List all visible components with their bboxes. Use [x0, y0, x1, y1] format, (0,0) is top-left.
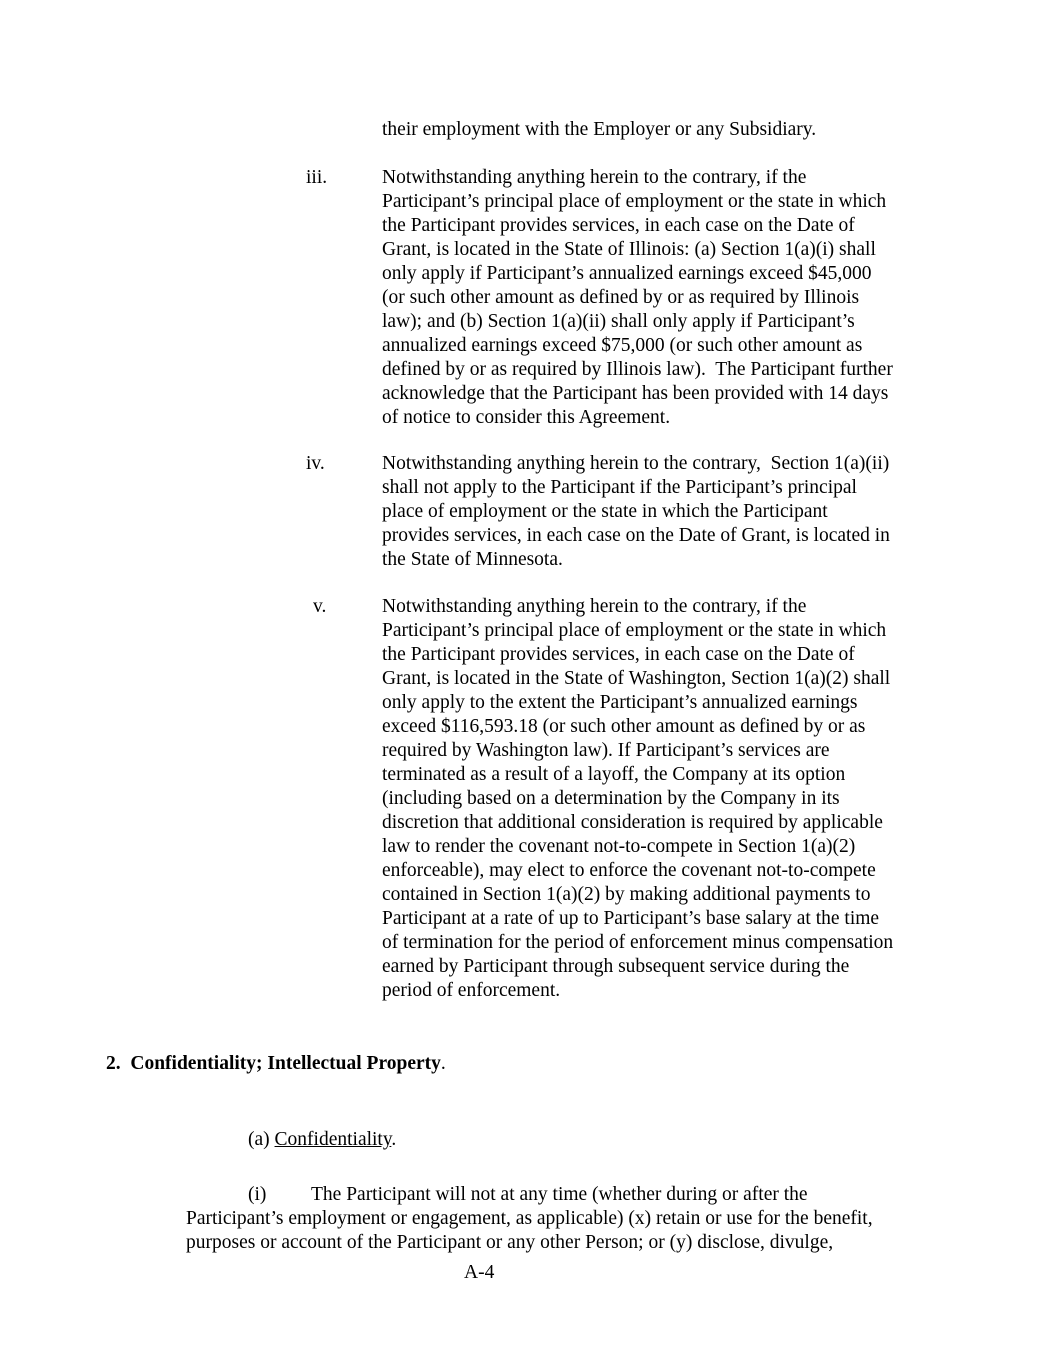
paragraph-line: law); and (b) Section 1(a)(ii) shall only apply if Participant’s [382, 311, 855, 332]
paragraph-line: period of enforcement. [382, 980, 561, 1001]
item-numeral-iii: iii. [306, 167, 328, 188]
paragraph-line: only apply if Participant’s annualized earnings exceed $45,000 [382, 263, 872, 284]
paragraph-line: Grant, is located in the State of Washington, Section 1(a)(2) shall [382, 668, 891, 689]
paragraph-line: of notice to consider this Agreement. [382, 407, 671, 428]
paragraph-line: Notwithstanding anything herein to the contrary, if the [382, 596, 807, 617]
paragraph-line: (including based on a determination by the Company in its [382, 788, 840, 809]
paragraph-line: Grant, is located in the State of Illinois: (a) Section 1(a)(i) shall [382, 239, 876, 260]
subsection-heading [248, 1128, 396, 1152]
paragraph-line: the State of Minnesota. [382, 549, 563, 570]
subsection-label: (a) [248, 1129, 270, 1150]
section-number: 2. [106, 1053, 121, 1074]
paragraph-line: enforceable), may elect to enforce the covenant not-to-compete [382, 860, 876, 881]
paragraph-line: of termination for the period of enforcement minus compensation [382, 932, 894, 953]
section-heading [106, 1052, 446, 1076]
paragraph-line: terminated as a result of a layoff, the Company at its option [382, 764, 846, 785]
paragraph-line: exceed $116,593.18 (or such other amount as defined by or as [382, 716, 866, 737]
subsection-title-period: . [391, 1129, 397, 1150]
paragraph-line: Notwithstanding anything herein to the contrary, if the [382, 167, 807, 188]
section-title-period: . [440, 1053, 446, 1074]
paragraph-line: the Participant provides services, in each case on the Date of [382, 215, 855, 236]
paragraph-line: required by Washington law). If Participant’s services are [382, 740, 830, 761]
paragraph-line: the Participant provides services, in each case on the Date of [382, 644, 855, 665]
item-paragraph-v [382, 595, 893, 1003]
item-paragraph-iv [382, 452, 890, 572]
paragraph-line: place of employment or the state in which the Participant [382, 501, 828, 522]
clause-label: (i) [248, 1184, 267, 1205]
section-title: Confidentiality; Intellectual Property [130, 1053, 441, 1074]
clause-line: purposes or account of the Participant or any other Person; or (y) disclose, divulge, [186, 1232, 834, 1253]
item-numeral-v: v. [313, 596, 327, 617]
page-number: A-4 [464, 1262, 495, 1283]
continuation-line: their employment with the Employer or any Subsidiary. [382, 119, 817, 140]
paragraph-line: earned by Participant through subsequent service during the [382, 956, 850, 977]
paragraph-line: law to render the covenant not-to-compete in Section 1(a)(2) [382, 836, 856, 857]
paragraph-line: only apply to the extent the Participant’s annualized earnings [382, 692, 858, 713]
clause-line: Participant’s employment or engagement, as applicable) (x) retain or use for the benefit, [186, 1208, 873, 1229]
paragraph-line: (or such other amount as defined by or as required by Illinois [382, 287, 860, 308]
paragraph-line: shall not apply to the Participant if the Participant’s principal [382, 477, 857, 498]
paragraph-line: provides services, in each case on the Date of Grant, is located in [382, 525, 890, 546]
item-paragraph-iii [382, 166, 893, 430]
paragraph-line: Notwithstanding anything herein to the contrary, Section 1(a)(ii) [382, 453, 890, 474]
paragraph-line: annualized earnings exceed $75,000 (or such other amount as [382, 335, 863, 356]
paragraph-line: Participant at a rate of up to Participant’s base salary at the time [382, 908, 880, 929]
paragraph-line: defined by or as required by Illinois law). The Participant further [382, 359, 893, 380]
item-numeral-iv: iv. [306, 453, 325, 474]
paragraph-line: Participant’s principal place of employment or the state in which [382, 191, 887, 212]
subsection-title: Confidentiality [274, 1129, 392, 1150]
paragraph-line: discretion that additional consideration is required by applicable [382, 812, 883, 833]
paragraph-line: Participant’s principal place of employment or the state in which [382, 620, 887, 641]
clause-first-line: The Participant will not at any time (whether during or after the [311, 1184, 808, 1205]
paragraph-line: contained in Section 1(a)(2) by making additional payments to [382, 884, 871, 905]
paragraph-line: acknowledge that the Participant has been provided with 14 days [382, 383, 889, 404]
